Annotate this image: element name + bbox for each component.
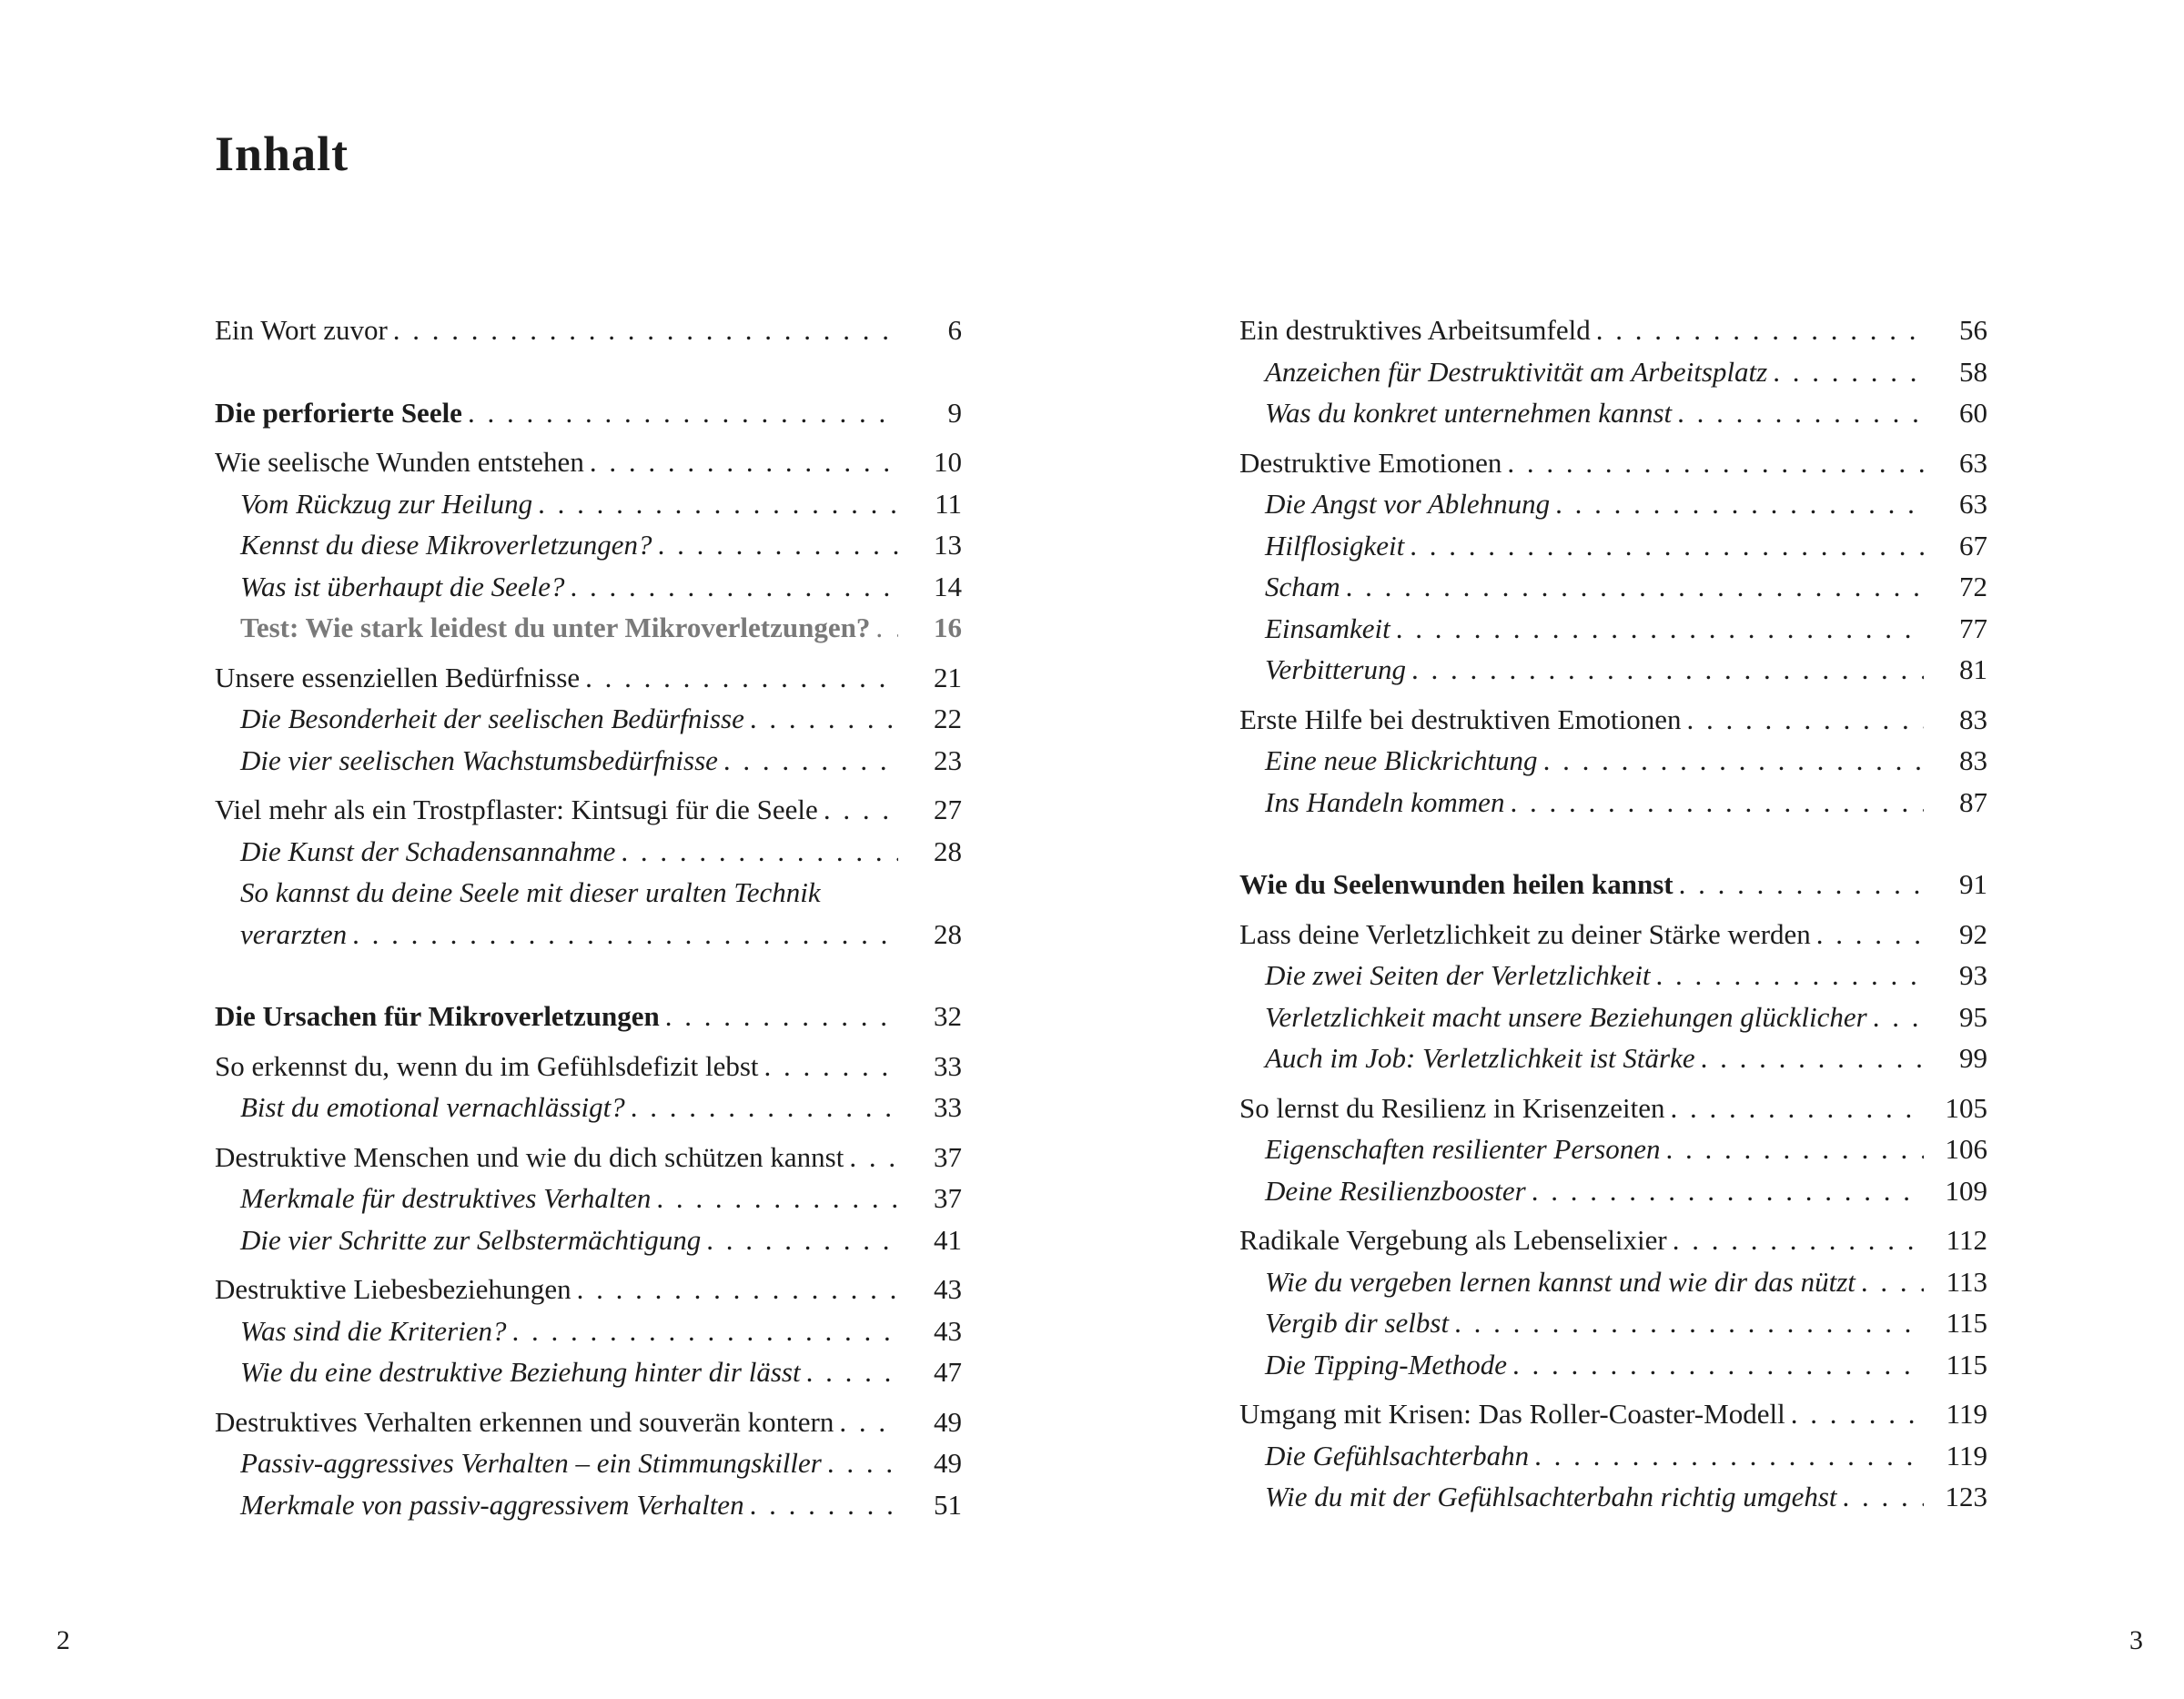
toc-entry-page: 9 [947, 396, 962, 429]
page-title: Inhalt [215, 126, 349, 181]
dot-leader [1656, 955, 1924, 996]
toc-entry-page: 113 [1946, 1265, 1987, 1298]
toc-entry-title: Test: Wie stark leidest du unter Mikroverletzungen? [240, 612, 871, 643]
toc-entry-title: Die zwei Seiten der Verletzlichkeit [1265, 959, 1651, 991]
toc-entry-title: Die Gefühlsachterbahn [1265, 1439, 1530, 1471]
toc-entry-page: 105 [1945, 1091, 1987, 1124]
toc-entry-title: Eigenschaften resilienter Personen [1265, 1133, 1661, 1165]
toc-entry-page: 37 [934, 1182, 962, 1214]
dot-leader [631, 1087, 898, 1128]
toc-entry-page: 115 [1946, 1307, 1987, 1339]
toc-entry-page: 112 [1946, 1224, 1987, 1256]
page-number-right: 3 [2129, 1625, 2143, 1655]
toc-entry-page: 56 [1959, 314, 1987, 346]
toc-entry-page: 58 [1959, 355, 1987, 388]
dot-leader [658, 524, 898, 566]
toc-entry-page: 41 [934, 1223, 962, 1256]
toc-entry-page: 43 [934, 1314, 962, 1347]
toc-chapter[interactable] [215, 1401, 962, 1443]
toc-section[interactable] [1239, 1302, 1987, 1344]
toc-entry-title: Was sind die Kriterien? [240, 1314, 507, 1347]
dot-leader [1791, 1393, 1924, 1435]
toc-entry-page: 10 [934, 446, 962, 478]
toc-entry-page: 37 [934, 1140, 962, 1173]
toc-entry-page: 28 [934, 917, 962, 950]
toc-entry-title: Kennst du diese Mikroverletzungen? [240, 529, 652, 561]
toc-chapter[interactable] [1239, 1219, 1987, 1261]
dot-leader [665, 996, 898, 1037]
dot-leader [1816, 914, 1924, 956]
toc-entry-page: 33 [934, 1091, 962, 1123]
dot-leader [656, 1178, 898, 1219]
toc-entry-page: 63 [1959, 488, 1987, 520]
dot-leader [1773, 351, 1924, 393]
toc-entry-page: 81 [1959, 653, 1987, 685]
toc-entry-title: Destruktive Menschen und wie du dich schützen kannst [215, 1140, 844, 1173]
dot-leader [1670, 1087, 1924, 1129]
toc-entry-title: Wie seelische Wunden entstehen [215, 446, 584, 478]
toc-entry-title: Verbitterung [1265, 653, 1406, 685]
toc-entry-title: So erkennst du, wenn du im Gefühlsdefizit lebst [215, 1049, 759, 1082]
toc-part-heading[interactable] [1239, 864, 1987, 905]
toc-entry-page: 63 [1959, 446, 1987, 479]
toc-chapter[interactable] [215, 1269, 962, 1310]
toc-entry-title: So kannst du deine Seele mit dieser uralten Technik [240, 876, 821, 908]
toc-entry-title: Scham [1265, 571, 1340, 602]
dot-leader [1687, 699, 1924, 741]
dot-leader [875, 607, 898, 649]
toc-section[interactable] [215, 698, 962, 740]
toc-entry-title: Radikale Vergebung als Lebenselixier [1239, 1224, 1667, 1256]
toc-entry-title: Wie du mit der Gefühlsachterbahn richtig umgehst [1265, 1481, 1837, 1512]
dot-leader [1596, 309, 1924, 351]
toc-section[interactable] [1239, 1037, 1987, 1079]
toc-chapter[interactable] [215, 657, 962, 699]
dot-leader [585, 657, 898, 699]
toc-entry-page: 91 [1959, 868, 1987, 900]
toc-chapter[interactable] [1239, 914, 1987, 956]
dot-leader [1411, 649, 1924, 691]
toc-entry-page: 13 [934, 529, 962, 561]
toc-entry-title: Viel mehr als ein Trostpflaster: Kintsugi für die Seele [215, 794, 818, 825]
toc-entry-page: 72 [1959, 571, 1987, 602]
dot-leader [577, 1269, 898, 1310]
toc-section[interactable] [1239, 782, 1987, 824]
toc-entry-title: Deine Resilienzbooster [1265, 1174, 1526, 1207]
toc-right-column [1239, 309, 1987, 1518]
toc-entry-title: Wie du vergeben lernen kannst und wie dir das nützt [1265, 1265, 1855, 1298]
toc-entry-page: 92 [1959, 917, 1987, 950]
toc-chapter[interactable] [215, 789, 962, 831]
toc-entry[interactable] [215, 309, 962, 351]
toc-entry-page: 93 [1959, 959, 1987, 991]
toc-entry-page: 6 [947, 314, 962, 346]
toc-entry-page: 11 [935, 487, 962, 520]
dot-leader [706, 1219, 898, 1261]
dot-leader [1673, 1219, 1924, 1261]
dot-leader [839, 1401, 898, 1443]
toc-entry-title: Verletzlichkeit macht unsere Beziehungen glücklicher [1265, 1000, 1867, 1033]
toc-entry-page: 23 [934, 743, 962, 776]
toc-section[interactable] [215, 1219, 962, 1261]
toc-entry-title: Was ist überhaupt die Seele? [240, 570, 565, 602]
toc-entry-title: Was du konkret unternehmen kannst [1265, 397, 1673, 429]
dot-leader [764, 1046, 898, 1087]
toc-part-heading[interactable] [215, 392, 962, 434]
toc-entry-title: Bist du emotional vernachlässigt? [240, 1091, 625, 1123]
toc-entry-page: 119 [1946, 1398, 1987, 1430]
toc-entry-title: Die Besonderheit der seelischen Bedürfnisse [240, 703, 744, 734]
toc-entry-title: Die Ursachen für Mikroverletzungen [215, 1000, 660, 1032]
toc-entry-title: Merkmale von passiv-aggressivem Verhalten [240, 1488, 744, 1521]
toc-chapter[interactable] [215, 441, 962, 483]
toc-section[interactable] [1239, 649, 1987, 691]
toc-entry-page: 123 [1945, 1481, 1987, 1512]
toc-section[interactable] [1239, 740, 1987, 782]
toc-entry-title: Die Tipping-Methode [1265, 1348, 1508, 1380]
dot-leader [1534, 1435, 1924, 1477]
toc-entry-title: Erste Hilfe bei destruktiven Emotionen [1239, 703, 1682, 735]
toc-left-column [215, 309, 962, 1525]
toc-section[interactable] [1239, 525, 1987, 567]
toc-section[interactable] [1239, 1476, 1987, 1518]
toc-section[interactable] [1239, 1261, 1987, 1303]
dot-leader [1410, 525, 1924, 567]
toc-entry-page: 22 [934, 703, 962, 734]
dot-leader [849, 1137, 898, 1178]
toc-section[interactable] [1239, 566, 1987, 608]
toc-entry-page: 60 [1959, 397, 1987, 429]
toc-entry-title: Ins Handeln kommen [1265, 785, 1505, 818]
toc-entry-page: 87 [1959, 785, 1987, 818]
toc-section[interactable] [1239, 1170, 1987, 1212]
toc-section[interactable] [215, 1351, 962, 1393]
toc-section[interactable] [1239, 1435, 1987, 1477]
toc-entry-page: 21 [934, 661, 962, 693]
toc-section[interactable] [215, 872, 962, 914]
toc-section-continued[interactable] [215, 914, 962, 956]
toc-entry-title: Vom Rückzug zur Heilung [240, 487, 533, 520]
toc-chapter[interactable] [1239, 442, 1987, 484]
toc-section[interactable] [215, 1484, 962, 1526]
toc-section[interactable] [215, 483, 962, 525]
toc-section[interactable] [1239, 483, 1987, 525]
dot-leader [1512, 1344, 1924, 1386]
dot-leader [1677, 392, 1924, 434]
toc-section[interactable] [215, 740, 962, 782]
toc-entry-page: 16 [934, 612, 962, 643]
toc-entry-title: Hilflosigkeit [1265, 529, 1405, 561]
toc-entry-title: Die Kunst der Schadensannahme [240, 834, 616, 867]
toc-entry-title: Passiv-aggressives Verhalten – ein Stimmungskiller [240, 1447, 822, 1479]
toc-entry-page: 106 [1945, 1133, 1987, 1165]
toc-section[interactable] [215, 1087, 962, 1128]
toc-entry-title: Die vier Schritte zur Selbstermächtigung [240, 1223, 702, 1256]
toc-entry-page: 27 [934, 794, 962, 825]
toc-entry-title: Wie du eine destruktive Beziehung hinter dir lässt [240, 1356, 801, 1388]
toc-section[interactable] [1239, 608, 1987, 650]
toc-entry-page: 32 [934, 1000, 962, 1032]
toc-entry-page: 109 [1945, 1174, 1987, 1207]
toc-section[interactable] [1239, 392, 1987, 434]
toc-entry-page: 77 [1959, 612, 1987, 644]
toc-section[interactable] [1239, 1344, 1987, 1386]
toc-section[interactable] [1239, 955, 1987, 996]
dot-leader [1532, 1170, 1924, 1212]
dot-leader [1555, 483, 1924, 525]
dot-leader [1543, 740, 1924, 782]
toc-entry-title: Die Angst vor Ablehnung [1265, 488, 1551, 520]
dot-leader [1873, 996, 1924, 1038]
toc-entry-title: Die perforierte Seele [215, 396, 462, 429]
dot-leader [806, 1351, 898, 1393]
toc-entry-title: Ein destruktives Arbeitsumfeld [1239, 314, 1591, 346]
toc-entry-title: Wie du Seelenwunden heilen kannst [1239, 868, 1673, 900]
toc-entry-page: 51 [934, 1488, 962, 1521]
dot-leader [1510, 782, 1924, 824]
dot-leader [570, 566, 898, 608]
toc-entry-title: Die vier seelischen Wachstumsbedürfnisse [240, 743, 718, 776]
toc-part-heading[interactable] [215, 996, 962, 1037]
toc-entry-page: 115 [1946, 1348, 1987, 1380]
toc-section[interactable] [215, 524, 962, 566]
toc-section[interactable] [1239, 351, 1987, 393]
toc-entry-title: Umgang mit Krisen: Das Roller-Coaster-Modell [1239, 1398, 1785, 1430]
dot-leader [827, 1442, 898, 1484]
toc-entry-page: 119 [1946, 1439, 1987, 1471]
toc-entry-title: Merkmale für destruktives Verhalten [240, 1182, 652, 1214]
toc-chapter[interactable] [215, 1046, 962, 1087]
toc-chapter[interactable] [215, 1137, 962, 1178]
toc-entry-title: So lernst du Resilienz in Krisenzeiten [1239, 1091, 1665, 1124]
toc-entry-page: 49 [934, 1405, 962, 1438]
dot-leader [1396, 608, 1924, 650]
dot-leader [824, 789, 898, 831]
dot-leader [723, 740, 898, 782]
toc-entry-title: Ein Wort zuvor [215, 314, 388, 346]
toc-entry-title: Auch im Job: Verletzlichkeit ist Stärke [1265, 1042, 1695, 1074]
toc-chapter[interactable] [1239, 1393, 1987, 1435]
toc-chapter[interactable] [1239, 1087, 1987, 1129]
toc-chapter[interactable] [1239, 309, 1987, 351]
toc-entry-title: Destruktives Verhalten erkennen und souverän kontern [215, 1405, 834, 1438]
dot-leader [1507, 442, 1924, 484]
dot-leader [1679, 864, 1924, 905]
dot-leader [621, 831, 898, 873]
toc-entry-title: Lass deine Verletzlichkeit zu deiner Stärke werden [1239, 917, 1811, 950]
dot-leader [538, 483, 898, 525]
dot-leader [750, 698, 898, 740]
dot-leader [750, 1484, 898, 1526]
toc-entry-title: Anzeichen für Destruktivität am Arbeitsplatz [1265, 355, 1768, 388]
toc-entry-title: Destruktive Emotionen [1239, 446, 1502, 479]
toc-entry-title: Destruktive Liebesbeziehungen [215, 1273, 571, 1305]
toc-entry-page: 14 [934, 570, 962, 602]
toc-entry-title: Vergib dir selbst [1265, 1307, 1450, 1339]
toc-entry-page: 49 [934, 1447, 962, 1479]
page-number-left: 2 [56, 1625, 70, 1655]
toc-section[interactable] [1239, 996, 1987, 1038]
toc-section[interactable] [1239, 1128, 1987, 1170]
toc-entry-title: verarzten [240, 917, 348, 950]
toc-section[interactable] [215, 1178, 962, 1219]
dot-leader [1454, 1302, 1924, 1344]
dot-leader [1665, 1128, 1924, 1170]
toc-entry-page: 67 [1959, 529, 1987, 561]
toc-test-section[interactable] [215, 607, 962, 649]
toc-entry-page: 99 [1959, 1042, 1987, 1074]
dot-leader [468, 392, 898, 434]
toc-entry-page: 47 [934, 1356, 962, 1388]
toc-entry-title: Eine neue Blickrichtung [1265, 744, 1538, 776]
toc-entry-page: 43 [934, 1273, 962, 1305]
toc-entry-page: 83 [1959, 703, 1987, 735]
toc-section[interactable] [215, 1310, 962, 1352]
dot-leader [393, 309, 898, 351]
dot-leader [1346, 566, 1924, 608]
toc-entry-page: 83 [1959, 744, 1987, 776]
toc-entry-page: 28 [934, 834, 962, 867]
toc-chapter[interactable] [1239, 699, 1987, 741]
toc-section[interactable] [215, 1442, 962, 1484]
toc-entry-title: Unsere essenziellen Bedürfnisse [215, 661, 581, 693]
dot-leader [512, 1310, 898, 1352]
dot-leader [590, 441, 898, 483]
dot-leader [1701, 1037, 1924, 1079]
toc-entry-page: 95 [1959, 1000, 1987, 1033]
toc-section[interactable] [215, 566, 962, 608]
toc-entry-page: 33 [934, 1049, 962, 1082]
toc-entry-title: Einsamkeit [1265, 612, 1390, 644]
dot-leader [1843, 1476, 1924, 1518]
toc-section[interactable] [215, 831, 962, 873]
dot-leader [1861, 1261, 1924, 1303]
dot-leader [352, 914, 898, 956]
